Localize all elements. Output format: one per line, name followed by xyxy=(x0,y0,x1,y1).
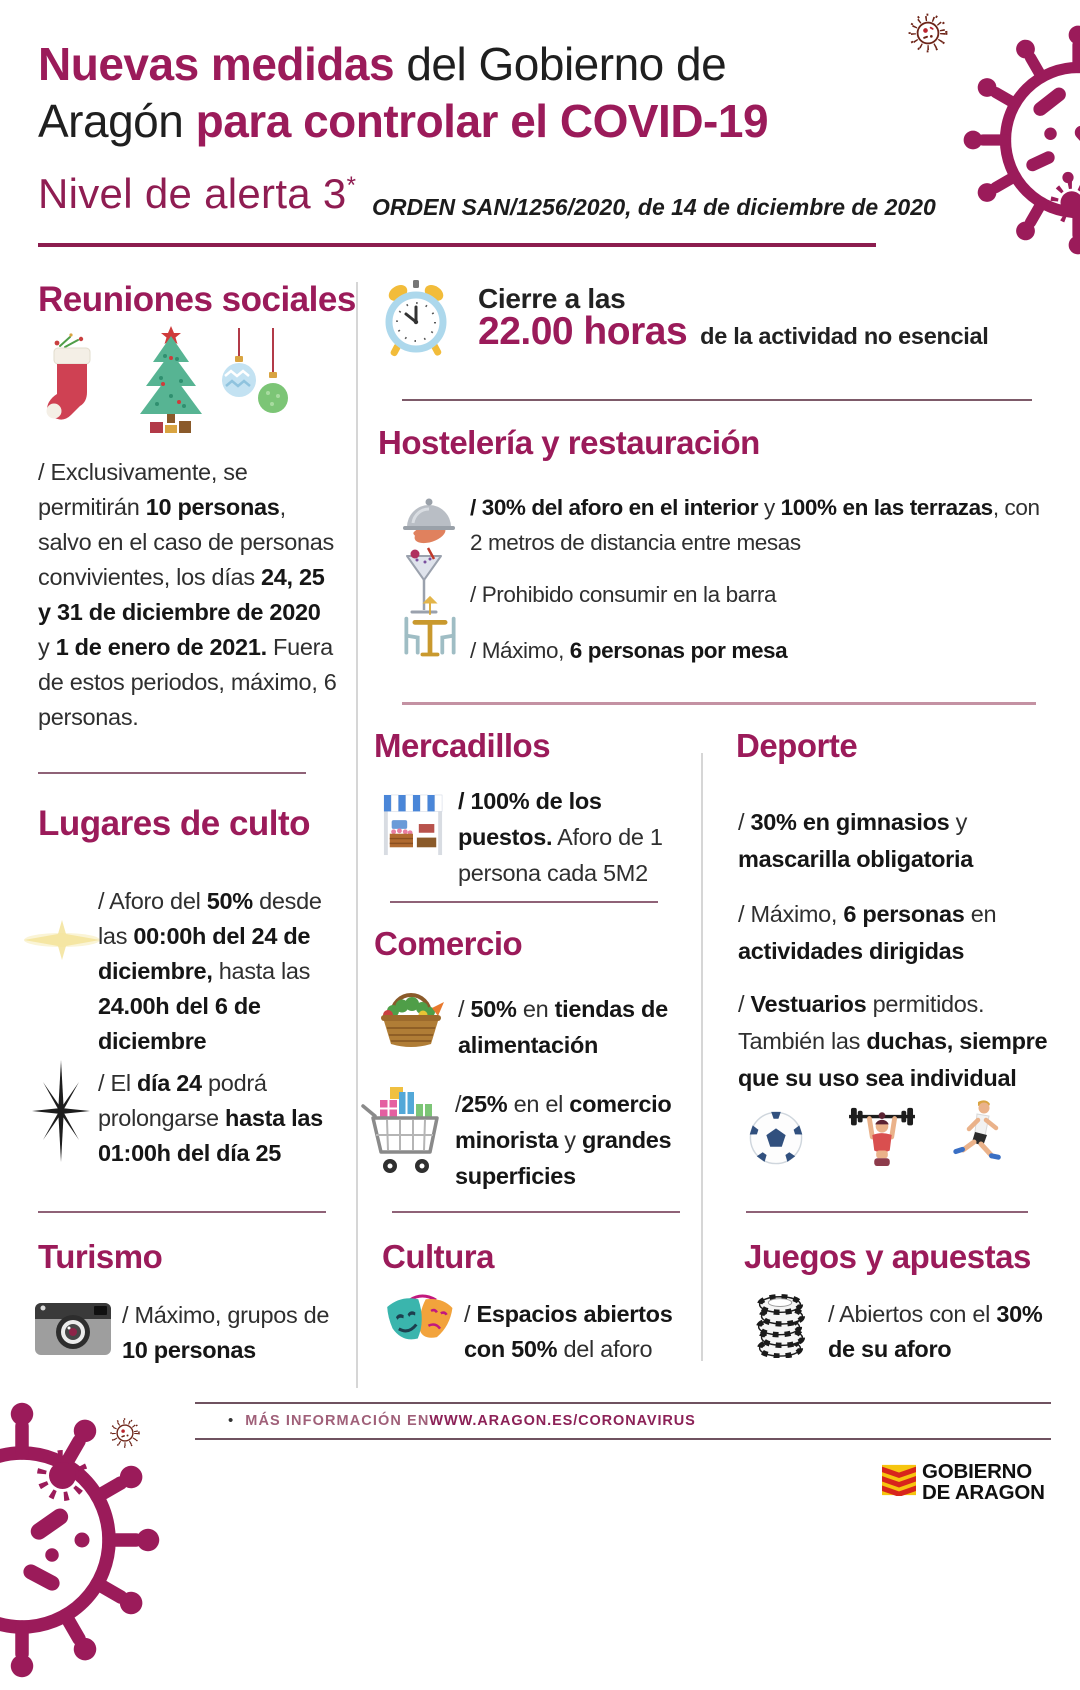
divider-comercio xyxy=(390,901,658,903)
serving-cloche-icon xyxy=(400,489,458,545)
juegos-item: / Abiertos con el 30% de su aforo xyxy=(828,1297,1068,1367)
heading-culto: Lugares de culto xyxy=(38,804,310,844)
deporte-item-1: / 30% en gimnasios y mascarilla obligatoria xyxy=(738,804,1046,878)
shopping-cart-icon xyxy=(360,1086,446,1180)
divider-culto xyxy=(38,772,306,774)
heading-deporte: Deporte xyxy=(736,727,857,765)
heading-comercio: Comercio xyxy=(374,925,522,963)
divider-middle-pink xyxy=(402,702,1036,705)
alarm-clock-icon xyxy=(384,280,448,358)
hosteleria-item-3: / Máximo, 6 personas por mesa xyxy=(470,633,1030,668)
divider-turismo xyxy=(38,1211,326,1213)
soccer-ball-icon xyxy=(748,1110,804,1166)
page-title-line1: Nuevas medidas del Gobierno de xyxy=(38,36,898,93)
heading-turismo: Turismo xyxy=(38,1238,162,1276)
reuniones-body: / Exclusivamente, se permitirán 10 personas, salvo en el caso de personas convivientes, los días 24, 25 y 31 de diciembre de 2020 y 1 de enero de 2021. Fuera de estos periodos, máximo, 6 personas. xyxy=(38,455,338,735)
culto-item-1: / Aforo del 50% desde las 00:00h del 24 de diciembre, hasta las 24.00h del 6 de diciembre xyxy=(98,884,344,1059)
closure-time: 22.00 horas xyxy=(478,310,687,354)
footer-rule-top xyxy=(195,1402,1051,1404)
culto-item-2: / El día 24 podrá prolongarse hasta las 01:00h del día 25 xyxy=(98,1066,358,1171)
page-title-line2: Aragón para controlar el COVID-19 xyxy=(38,93,898,150)
hosteleria-item-1: / 30% del aforo en el interior y 100% en las terrazas, con 2 metros de distancia entre mesas xyxy=(470,490,1055,560)
alert-level: Nivel de alerta 3* xyxy=(38,170,356,218)
closure-prefix: Cierre a las xyxy=(478,283,625,315)
footer-info xyxy=(228,1412,696,1429)
turismo-item: / Máximo, grupos de 10 personas xyxy=(122,1298,337,1368)
divider-vertical-left xyxy=(356,282,358,1388)
deporte-item-3: / Vestuarios permitidos. También las duchas, siempre que su uso sea individual xyxy=(738,986,1058,1097)
virus-small-icon xyxy=(903,8,953,58)
aragon-flag-icon xyxy=(882,1464,916,1496)
mercadillos-item: / 100% de los puestos. Aforo de 1 persona cada 5M2 xyxy=(458,783,690,891)
divider-closure xyxy=(402,399,1032,401)
weightlifter-icon xyxy=(843,1104,921,1168)
divider-juegos xyxy=(746,1211,1028,1213)
logo-line1: GOBIERNO xyxy=(922,1461,1045,1482)
runner-icon xyxy=(948,1098,1004,1172)
christmas-tree-icon xyxy=(132,326,210,438)
comercio-item-2: /25% en el comercio minorista y grandes superficies xyxy=(455,1086,703,1194)
footer-info-prefix: MÁS INFORMACIÓN EN xyxy=(245,1413,429,1429)
logo-line2: DE ARAGON xyxy=(922,1482,1045,1503)
footer-rule-bottom xyxy=(195,1438,1051,1440)
theater-masks-icon xyxy=(384,1290,458,1356)
heading-mercadillos: Mercadillos xyxy=(374,727,550,765)
footer-bullet: • xyxy=(228,1412,233,1429)
heading-reuniones: Reuniones sociales xyxy=(38,280,356,320)
comercio-item-1: / 50% en tiendas de alimentación xyxy=(458,991,703,1063)
header-rule xyxy=(38,243,876,247)
deporte-item-2: / Máximo, 6 personas en actividades dirigidas xyxy=(738,896,1046,970)
gobierno-aragon-logo xyxy=(882,1461,1045,1503)
cultura-item: / Espacios abiertos con 50% del aforo xyxy=(464,1297,704,1367)
heading-hosteleria: Hostelería y restauración xyxy=(378,424,760,462)
christmas-stocking-icon xyxy=(40,332,102,430)
footer-info-url[interactable]: WWW.ARAGON.ES/CORONAVIRUS xyxy=(429,1413,695,1429)
virus-large-icon xyxy=(0,1390,172,1690)
baubles-icon xyxy=(220,328,294,430)
page-title xyxy=(38,36,898,150)
divider-cultura xyxy=(392,1211,680,1213)
alert-asterisk: * xyxy=(347,172,357,199)
hosteleria-item-2: / Prohibido consumir en la barra xyxy=(470,577,1030,612)
heading-cultura: Cultura xyxy=(382,1238,494,1276)
shining-star-icon xyxy=(22,918,102,962)
market-stall-icon xyxy=(382,792,444,858)
closure-line xyxy=(478,310,989,354)
food-basket-icon xyxy=(376,984,446,1050)
camera-icon xyxy=(34,1290,112,1358)
virus-large-icon xyxy=(953,15,1080,265)
heading-juegos: Juegos y apuestas xyxy=(744,1238,1031,1276)
order-reference: ORDEN SAN/1256/2020, de 14 de diciembre de 2020 xyxy=(372,194,936,221)
bethlehem-star-icon xyxy=(30,1058,92,1164)
closure-suffix: de la actividad no esencial xyxy=(700,323,988,350)
virus-small-icon xyxy=(106,1414,144,1452)
poker-chips-icon xyxy=(752,1288,810,1358)
table-chairs-icon xyxy=(398,594,462,664)
